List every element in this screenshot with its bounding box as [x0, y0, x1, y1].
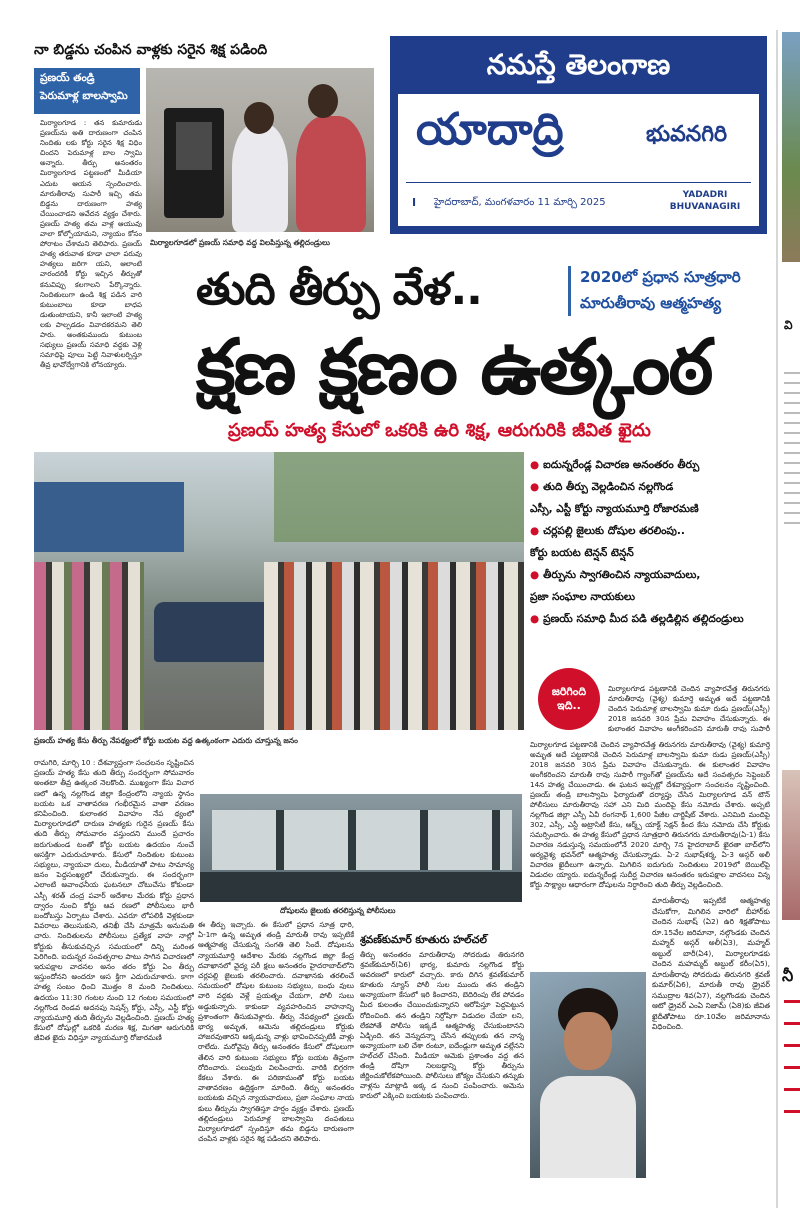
bullet-text: ఎస్సీ, ఎస్టీ కోర్టు న్యాయమూర్తి రోజారమణి: [530, 503, 699, 515]
adjacent-headline-2: నీ: [782, 966, 794, 985]
bullet-item: [530, 524, 770, 538]
accused-portrait: [530, 972, 646, 1178]
main-headline: క్షణ క్షణం ఉత్కంఠ: [196, 322, 712, 411]
grave-photo-caption: మిర్యాలగూడలో ప్రణయ్ సమాధి వద్ద విలపిస్తున్న తల్లిదండ్రులు: [150, 238, 330, 247]
bullet-text: చర్లపల్లి జైలుకు దోషుల తరలింపు..: [543, 525, 685, 537]
middle-story: ఈ తీర్పు ఇచ్చారు. ఈ కేసులో ప్రధాన సూత్ర ధారి, ఏ-1గా ఉన్న అమృత తండ్రి మారుతీ రావు ఇప్పటికే ఆత్మహత్య చేసుకున్న సంగతి తెలి సిందే. దోషులను న్యాయమూర్తి ఆదేశాల మేరకు నల్లగొండ జిల్లా కేంద్ర దవాఖానలో వైద్య పరీ క్షలు అనంతరం హైదరాబాద్‌లోని చర్లపల్లి జైలుకు తరలించారు. దవాఖానకు తరలించే సమయంలో దోషుల కుటుంబ సభ్యులు, బంధు వులు వారి వద్దకు వెళ్లే ప్రయత్నం చేయగా, పోలీ సులు అడ్డుకున్నారు. కాకుండా వ్యవహరించిన వాహనాన్ని ప్రశాంతంగా తీసుకువెళ్లారు. తీర్పు నేపథ్యంలో ప్రణయ్ భార్య అమృత, ఆమెను తల్లిదండ్రులు కోర్టుకు హాజరవుతారని అక్కడున్న వాళ్లు భావించినప్పటికీ వాళ్లు రాలేదు. మరోవైపు తీర్పు అనంతరం కేసులో దోషులుగా తేలిన వారి కుటుంబ సభ్యులు కోర్టు బయట తీవ్రంగా రోదించారు. పలువురు విలపించారు. వారికి బిగ్గరగా కేకలు వేశారు. ఈ పరిణామంతో కోర్టు బయట వాతావరణం ఉద్రిక్తంగా మారింది. తీర్పు అనంతరం బయటకు వచ్చిన న్యాయవాదులు, ప్రజా సంఘాల నాయ కులు తీర్పును స్వాగతిస్తూ హర్షం వ్యక్తం చేశారు. ప్రణయ్ తల్లిదండ్రులు పెరుమాళ్ల బాలస్వామి దంపతులు మిర్యాలగూడలో స్పందిస్తూ తమ బిడ్డను దారుణంగా చంపిన వాళ్లకు సరైన శిక్ష పడిందని తెలిపారు.: [198, 920, 354, 1144]
gravestone-photo: [176, 122, 212, 170]
bullet-item-cont: [530, 502, 770, 516]
masthead-edition-1: యాదాద్రి: [416, 104, 564, 155]
crowd: [264, 562, 524, 730]
crowd-left: [34, 562, 144, 730]
side-note-line-1: 2020లో ప్రధాన సూత్రధారి: [580, 268, 741, 286]
main-subhead: ప్రణయ్ హత్య కేసులో ఒకరికి ఉరి శిక్ష, ఆరుగురికి జీవిత ఖైదు: [228, 420, 651, 441]
father-figure: [232, 124, 288, 232]
trees: [274, 452, 524, 542]
adjacent-text-1: [784, 372, 800, 532]
bullet-text: ప్రణయ్ సమాధి మీద పడి తల్లడిల్లిన తల్లిదండ్రులు: [543, 613, 744, 625]
jarigindi-badge: [538, 668, 600, 730]
background-story-full: [530, 740, 770, 890]
background-story-text: మిర్యాలగూడ పట్టణానికి చెందిన వ్యాపారవేత్త తిరునగరు మారుతీరావు (వైశ్య) కుమార్తె అమృత అదే పట్టణానికి చెందిన పెరుమాళ్ల బాలస్వామి కుమా రుడు ప్రణయ్(ఎస్సీ) 2018 జనవరి 30న ప్రేమ వివాహం చేసుకున్నారు. ఈ కులాంతర వివాహం అంగీకరించని మారుతీ రావు సుపారీ గ్యాంగ్‌తో ప్రణయ్‌ను అదే సంవత్సరం సెప్టెంబర్ 14న హత్య చేయించాడు. ఈ ఘటన అప్పట్లో దేశవ్యాప్తంగా సంచలనం సృష్టించింది. ప్రణయ్ తండ్రి బాలస్వామి ఫిర్యాదుతో దర్యాప్తు చేసిన మిర్యాలగూడ వన్ టౌన్ పోలీసులు మారుతీరావు సహా ఎని మిది మందిపై కేసు నమోదు చేశారు. అప్పటి నల్లగొండ జిల్లా ఎస్పీ ఏవీ రంగనాథ్ 1,600 పేజీల చార్జిషీట్ వేశారు. ఎనిమిది మందిపై 302, ఎస్సీ, ఎస్టీ అట్రాసిటీ కేసు, ఆర్మ్స్ యాక్ట్ సెక్షన్ కింద కేసు నమోదు చేసి కోర్టుకు సమర్పించారు. ఈ హత్య కేసులో ప్రధాన సూత్రధారి తిరునగరు మారుతీరావు(ఏ-1) కేసు విచారణ నడుస్తున్న సమయంలోనే 2020 మార్చి 7న హైదరాబాద్ ఖైరతా బాద్‌లోని ఆర్యవైశ్య భవన్‌లో ఆత్మహత్య చేసుకున్నాడు. ఏ-2 సుభాష్‌శర్మ, ఏ-3 అస్గర్ అలీ విచారణ ఖైదీలుగా ఉన్నారు. మిగిలిన ఐదుగురు నిందితులు 2019లో బెయిల్‌పై విడుదల య్యారు. ఐదున్నరేండ్ల సుదీర్ఘ విచారణ అనంతరం ఇరుపక్షాల వాదనలు విన్న కోర్టు సాక్ష్యాల ఆధారంగా దోషులను నిర్ధారించి తుది తీర్పు వెల్లడించింది.: [530, 740, 770, 889]
masthead-dateline: హైదరాబాద్, మంగళవారం 11 మార్చి 2025: [434, 197, 606, 208]
masthead: [390, 36, 767, 234]
bullet-item: [530, 568, 770, 582]
bullet-dot-icon: ●: [530, 481, 540, 493]
bullet-text: తుది తీర్పు వెల్లడించిన నల్లగొండ: [543, 481, 674, 493]
adjacent-photo-top: [782, 32, 800, 262]
bullet-text: తీర్పును స్వాగతించిన న్యాయవాదులు,: [543, 569, 701, 581]
bullet-dot-icon: ●: [530, 569, 540, 581]
side-story-body: మిర్యాలగూడ : తన కుమారుడు ప్రణయ్‌ను అతి దారుణంగా చంపిన నిందితు లకు కోర్టు సరైన శిక్ష విధిం చిందని పెరుమాళ్ల బాల స్వామి అన్నారు. తీర్పు అనంతరం మిర్యాలగూడ పట్టణంలో మీడియా ఎదుట ఆయన స్పందించారు. మారుతీరావు సుపారీ ఇచ్చి తమ బిడ్డను దారుణంగా హత్య చేయించాడని ఆవేదన వ్యక్తం చేశారు. ప్రణయ్ హత్య తమ వాళ్ల ఆయువు వాలా కోల్పోయామని, న్యాయం కోసం పోరాటం చేశామని తెలిపారు. ప్రణయ్ హత్య తరువాత కూడా చాలా పరువు హత్యలు జరిగా యని, ఆలాంటి వారందరికీ కోర్టు ఇచ్చిన తీర్పుతో కనువిప్పు కలగాలని పేర్కొన్నారు. నిందితులుగా ఉండి శిక్ష పడిన వారి కుటుంబాలు కూడా బాధప డుతుంటాయని, కానీ ఇలాంటి హత్య లకు పాల్పడడం వివాదకరమని తెలి పారు. అంతకుముందు కుటుంబ సభ్యులు ప్రణయ్ సమాధి వద్దకు వెళ్లి సమాధిపై పూలు పెట్టి నివాళులర్పిస్తూ తీవ్ర భావోద్వేగానికి లోనయ్యారు.: [40, 119, 142, 370]
sravan-headline: శ్రవణ్‌కుమార్ కూతురు హల్‌చల్: [360, 934, 487, 946]
mother-figure: [296, 116, 366, 232]
page-gutter: [776, 30, 778, 1208]
masthead-inner: [398, 94, 759, 226]
bullet-text: కోర్టు బయట టెన్షన్ టెన్షన్: [530, 547, 634, 559]
bus-caption: దోషులను జైలుకు తరలిస్తున్న పోలీసులు: [280, 906, 396, 915]
portrait-shirt: [540, 1076, 636, 1178]
bullet-item: [530, 458, 770, 472]
sravan-story: తీర్పు అనంతరం మారుతీరావు సోదరుడు తిరునగరి శ్రవణ్‌కుమార్(ఏ6) భార్య, కుమారు నల్లగొండ కోర్టు ఆవరణలో కారులో వచ్చారు. కారు దిగిన శ్రవణ్‌కుమార్ కూతురు న్యూస్ పోలీ సుల ముందు తన తండ్రిని అన్యాయంగా కేసులో ఇరి కించారని, బెదిరింపు లేక పోవడం మీద కులంతం చేయించుకున్నారని ఆరోపిస్తూ పెద్దపెట్టున రోదించింది. తన తండ్రిని నిర్దోషిగా విడుదల చేయా లని, లేకపోతే పోలీసు ఇక్కడే ఆత్మహత్య చేసుకుంటానని ఏడ్చింది. తన వెన్నుదన్నా చేసిన తప్పులకు తన నాన్న అన్యాయంగా బలి చేశా రంటూ, ఐదేండ్లుగా అమృత వల్లేనని హల్‌చల్ చేసింది. మీడియా ఆమెకు ప్రశాంతం వద్ద తన తండ్రి దోషిగా నిలబడ్డాన్ని కోర్టు తీర్పును జీర్ణించుకోలేకపోయింది. పోలీసులు జోక్యం చేసుకుని తన్నుకు వాళ్లను మాట్లాడి అక్క డ నుంచి పంపించారు. ఆమెను కారులో ఎక్కించి బయటకు పంపించారు.: [360, 950, 524, 1101]
jarigindi-badge-text: జరిగింది ఇది..: [551, 685, 587, 712]
bullet-item-cont: [530, 590, 770, 604]
adjacent-headline-1: వి: [784, 318, 793, 332]
court-gate: [34, 482, 184, 552]
masthead-divider: [406, 182, 751, 183]
bullet-dot-icon: ●: [530, 613, 540, 625]
side-story-title-box: [34, 68, 140, 114]
masthead-issue: I: [412, 196, 417, 209]
bullet-item: [530, 480, 770, 494]
mother-head: [308, 84, 338, 118]
bus-photo: [200, 794, 522, 902]
bullet-text: ప్రజా సంఘాల నాయకులు: [530, 591, 635, 603]
side-story-title-1: ప్రణయ్ తండ్రి: [40, 72, 95, 84]
crowd-photo: [34, 452, 524, 730]
bullet-item-cont: [530, 546, 770, 560]
kicker-headline: తుది తీర్పు వేళ..: [196, 264, 482, 315]
adjacent-text-2: [784, 1000, 800, 1120]
bullet-dot-icon: ●: [530, 525, 540, 537]
background-story: మిర్యాలగూడ పట్టణానికి చెందిన వ్యాపారవేత్త తిరునగరు మారుతీరావు (వైశ్య) కుమార్తె అమృత అదే పట్టణానికి చెందిన పెరుమాళ్ల బాలస్వామి కుమా రుడు ప్రణయ్(ఎస్సీ) 2018 జనవరి 30న ప్రేమ వివాహం చేసుకున్నారు. ఈ కులాంతర వివాహం అంగీకరించని మారుతీ రావు సుపారీ: [608, 684, 770, 733]
left-story: రామగిరి, మార్చి 10 : దేశవ్యాప్తంగా సంచలనం సృష్టించిన ప్రణయ్ హత్య కేసు తుది తీర్పు సందర్భంగా సోమవారం అంతటా తీవ్ర ఉత్కంఠ నెలకొంది. ముఖ్యంగా కేసు విచార ణలో ఉన్న నల్లగొండ జిల్లా కేంద్రంలోని న్యాయ స్థానం బయట ఒక వాతావరణ గంభీరమైన వాతా వరణం కనిపించింది. కులాంతర వివాహం నేప థ్యంలో మిర్యాలగూడలో దారుణ హత్యకు గురైన ప్రణయ్ కేసు తుది తీర్పు సోమవారం వస్తుందని ముందే ప్రచారం జరుగుతుండ టంతో కోర్టు బయట ఉదయం నుంచే ఆసక్తిగా ఎదురుచూశారు. కేసులో నిందితుల కుటుంబ సభ్యులు, న్యాయవా దులు, మీడియాతో పాటు సామాన్య జనం పెద్దసంఖ్యలో చేరుకున్నారు. ఈ సందర్భంగా ఎలాంటి అవాంఛనీయ ఘటనలూ చోటుచేసు కోకుండా ఎస్పీ శరత్ చంద్ర పవార్ ఆదేశాల మేరకు కోర్టు ప్రధాన ద్వారం నుంచి కోర్టు ఆవ రణలో పోలీసులు భారీ బందోబస్తు ఏర్పాటు చేశారు. ఎవరూ లోపలికి వెళ్లకుండా వివరాలు తెలుసుకుని, తనిఖీ చేసి మాత్రమే అనుమతి చారు. నిందితులను పోలీసులు ప్రత్యేక వాహ నాల్లో కోర్టుకు తీసుకువచ్చిన సమయంలో దిన్ని మరింత పెరిగింది. ఐదున్నర సంవత్సరాల పాటు సాగిన విచారణలో ఇరుపక్షాల వాదనల అనం తరం కోర్టు ఏం తీర్పు ఇస్తుందోనని అందరూ ఆస క్తిగా ఎదురుచూశారు. కాగా హత్య సంబం ధించి మొత్తం 8 మంది నిందితులు. ఉదయం 11:30 గంటల నుంచి 12 గంటల సమయంలో నల్లగొండ రెండవ అదనపు సెషన్స్ కోర్టు, ఎస్సీ, ఎస్టీ కోర్టు న్యాయమూర్తి తుది తీర్పును వెల్లడించింది. ప్రణయ్ హత్య కేసులో దోషుల్లో ఒకరికి మరణ శిక్ష, మిగతా ఆరుగురికి జీవిత ఖైదు విధిస్తూ న్యాయమూర్తి రోజారమణి: [34, 758, 194, 1043]
portrait-face: [564, 1012, 612, 1070]
bus-body: [200, 872, 522, 902]
bullet-dot-icon: ●: [530, 459, 540, 471]
bullet-list: [530, 458, 770, 626]
masthead-edition-en-1: YADADRI: [682, 190, 728, 200]
father-head: [244, 102, 274, 134]
side-story-title-2: పెరుమాళ్ల బాలస్వామి: [40, 90, 128, 102]
side-note-rule: [568, 266, 571, 316]
bullet-text: ఐదున్నరేండ్ల విచారణ అనంతరం తీర్పు: [543, 459, 700, 471]
top-headline: నా బిడ్డను చంపిన వాళ్లకు సరైన శిక్ష పడింది: [34, 42, 268, 58]
adjacent-photo-mid: [782, 770, 800, 920]
verdict-list: మారుతీరావు ఇప్పటికే ఆత్మహత్య చేసుకోగా, మిగిలిన వారిలో బీహార్‌కు చెందిన సుభాష్ (ఏ2) ఉరి శిక్షతోపాటు రూ.15వేల జరిమానా, నల్గొండకు చెందిన మహ్మద్ అస్గర్ అలీ(ఏ3), మహ్మద్ అబ్దుల్ బారీ(ఏ4), మిర్యాలగూడకు చెందిన మహమ్మద్ అబ్దుల్ కరీం(ఏ5), మారుతీరావు సోదరుడు తిరునగరి శ్రవణ్ కుమార్(ఏ6), మారుతీ రావు డ్రైవర్ సముద్రాల శివ(ఏ7), నల్లగొండకు చెందిన ఆటో డ్రైవర్ ఎంఏ నిజామ్ (ఏ8)కు జీవిత ఖైదీతోపాటు రూ.10వేల జరిమానాను విధించింది.: [652, 896, 770, 1031]
masthead-edition-2: భువనగిరి: [646, 122, 728, 147]
crowd-caption: ప్రణయ్ హత్య కేసు తీర్పు నేపథ్యంలో కోర్టు బయట వద్ద ఉత్కంఠంగా ఎదురు చూస్తున్న జనం: [34, 736, 298, 745]
masthead-brand: నమస్తే తెలంగాణ: [486, 48, 671, 81]
masthead-edition-en-2: BHUVANAGIRI: [669, 202, 741, 212]
bus-windows: [212, 810, 512, 870]
side-note-line-2: మారుతీరావు ఆత్మహత్య: [580, 294, 722, 312]
bullet-item: [530, 612, 770, 626]
grave-photo: [146, 68, 374, 232]
